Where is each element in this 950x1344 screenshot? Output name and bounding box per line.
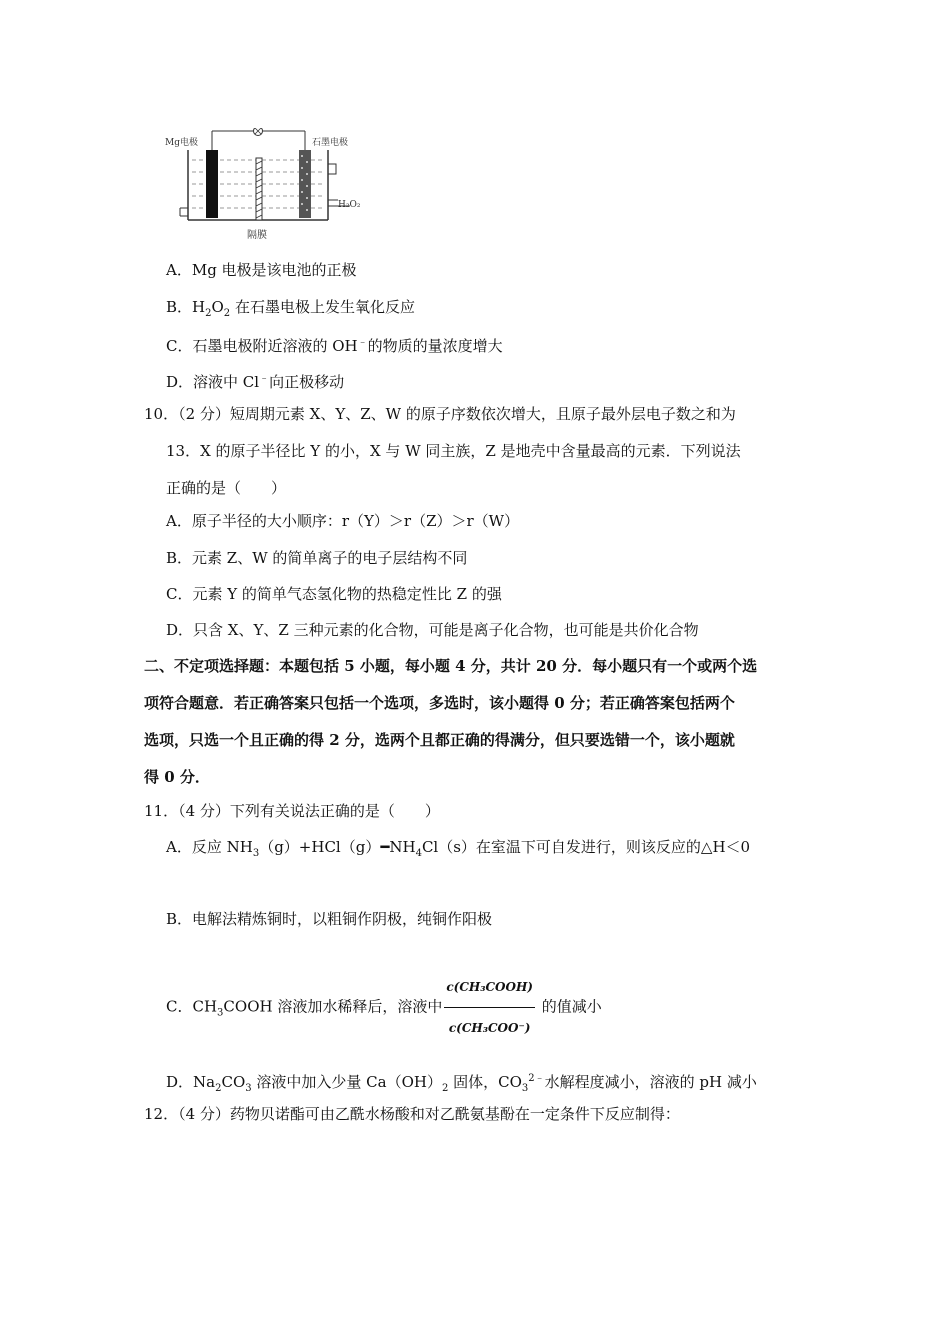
q11-option-c: C．$CH_3COOH$ 溶液加水稀释后，溶液中 $\frac{\text{c(CH₃COOH)}}{\text{c(CH₃COO⁻)}}$ 的值减小 [166,968,602,1047]
q9-option-b: B．$H_2O_2$ 在石墨电极上发生氧化反应 [166,298,415,319]
q10-option-c: C．元素 Y 的简单气态氢化物的热稳定性比 Z 的强 [166,585,502,603]
q9-option-a: A．Mg 电极是该电池的正极 [166,261,357,279]
q9-option-c: C．石墨电极附近溶液的 OH﹣的物质的量浓度增大 [166,337,503,355]
q11-stem: 11．（4 分）下列有关说法正确的是（ ） [144,802,440,820]
q12-stem: 12．（4 分）药物贝诺酯可由乙酰水杨酸和对乙酰氨基酚在一定条件下反应制得： [144,1105,680,1123]
graphite-electrode [299,150,311,218]
q10-option-a: A．原子半径的大小顺序：r（Y）＞r（Z）＞r（W） [166,512,520,530]
membrane-label: 隔膜 [247,230,267,241]
section2-line2: 项符合题意．若正确答案只包括一个选项，多选时，该小题得 0 分；若正确答案包括两个 [144,694,735,712]
q10-option-d: D．只含 X、Y、Z 三种元素的化合物，可能是离子化合物，也可能是共价化合物 [166,621,699,639]
q11-option-a: A．反应 $NH_3(g)+HCl(g)━NH_4Cl(s)$在室温下可自发进行，则该反应的△H＜0 [166,838,751,859]
fraction-numerator: c(CH₃COOH) [444,968,535,1008]
concentration-fraction [444,968,535,1047]
fraction-denominator: c(CH₃COO⁻) [448,1021,531,1035]
section2-line3: 选项，只选一个且正确的得 2 分，选两个且都正确的得满分，但只要选错一个，该小题就 [144,731,735,749]
q10-stem-line3: 正确的是（ ） [166,479,287,497]
battery-diagram [160,128,375,243]
q10-stem-line2: 13．X 的原子半径比 Y 的小，X 与 W 同主族，Z 是地壳中含量最高的元素．下列说法 [166,442,741,460]
q11-option-d: D．$Na_2CO_3$ 溶液中加入少量 $Ca(OH)_2$ 固体，$CO_3^{2﹣}$水解程度减小，溶液的 pH 减小 [166,1073,757,1094]
mg-electrode-label: Mg电极 [165,138,198,148]
q9-option-d: D．溶液中 Cl﹣向正极移动 [166,373,345,391]
bulb-icon [254,128,263,136]
graphite-electrode-label: 石墨电极 [312,138,349,148]
q11-option-b: B．电解法精炼铜时，以粗铜作阴极，纯铜作阳极 [166,910,493,928]
section2-line4: 得 0 分． [144,768,210,786]
mg-electrode [206,150,218,218]
section2-line1: 二、不定项选择题：本题包括 5 小题，每小题 4 分，共计 20 分．每小题只有一个或两个选 [144,657,758,675]
h2o2-label: H₂O₂ [338,200,361,210]
q10-stem-line1: 10．（2 分）短周期元素 X、Y、Z、W 的原子序数依次增大，且原子最外层电子数之和为 [144,405,736,423]
q10-option-b: B．元素 Z、W 的简单离子的电子层结构不同 [166,549,468,567]
